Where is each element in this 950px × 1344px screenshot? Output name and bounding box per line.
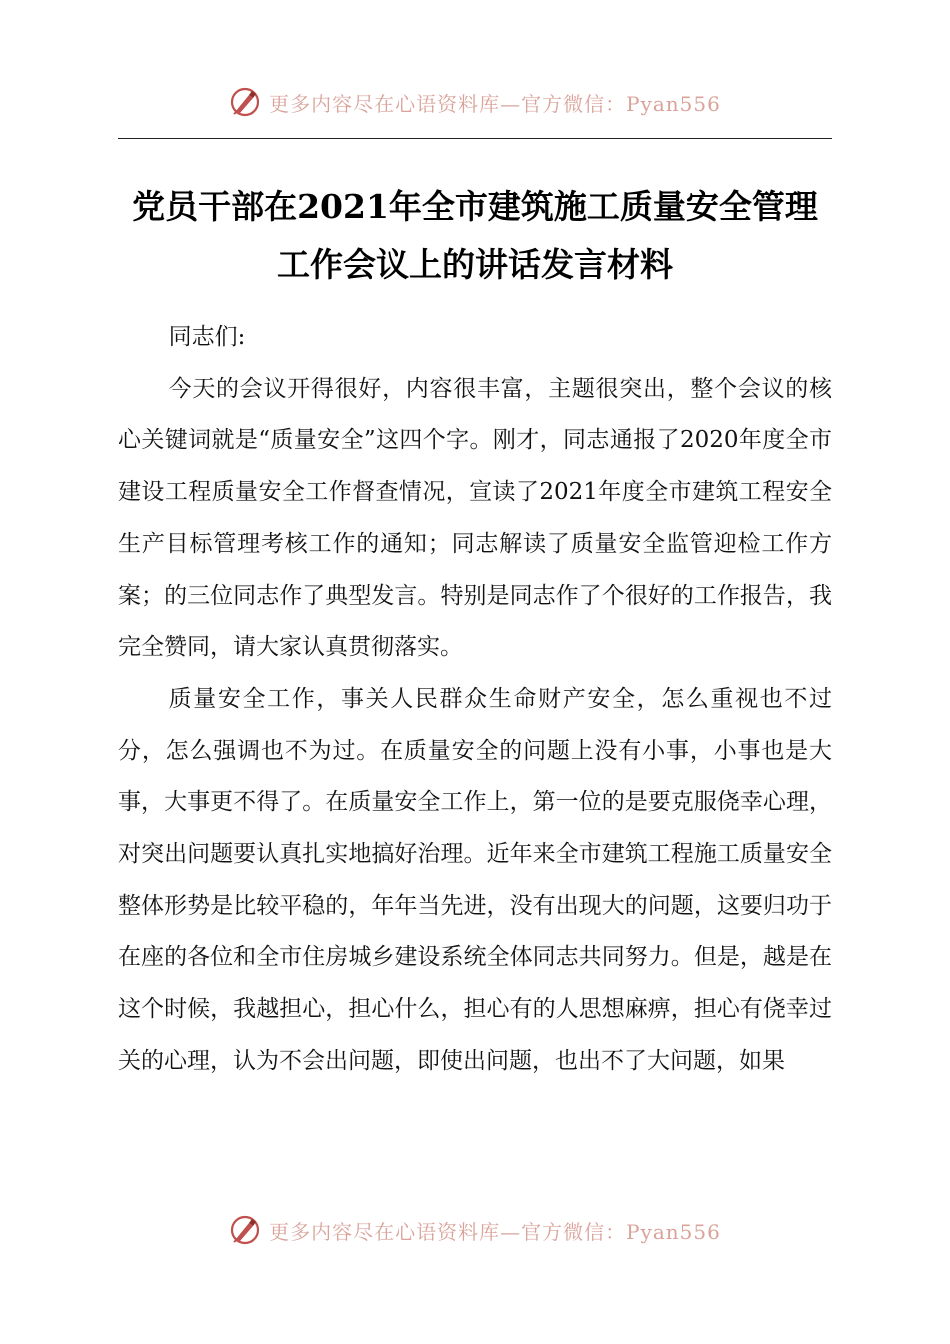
banner-text: 更多内容尽在心语资料库—官方微信：Pyan556 xyxy=(269,1219,721,1244)
paragraph: 今天的会议开得很好，内容很丰富，主题很突出，整个会议的核心关键词就是“质量安全”这四个字。刚才，同志通报了2020年度全市建设工程质量安全工作督查情况，宣读了2021年度全市建筑工程安全生产目标管理考核工作的通知；同志解读了质量安全监管迎检工作方案；的三位同志作了典型发言。特别是同志作了个很好的工作报告，我完全赞同，请大家认真贯彻落实。 xyxy=(118,375,832,661)
paragraph: 质量安全工作，事关人民群众生命财产安全，怎么重视也不过分，怎么强调也不为过。在质量安全的问题上没有小事，小事也是大事，大事更不得了。在质量安全工作上，第一位的是要克服侥幸心理，对突出问题要认真扎实地搞好治理。近年来全市建筑工程施工质量安全整体形势是比较平稳的，年年当先进，没有出现大的问题，这要归功于在座的各位和全市住房城乡建设系统全体同志共同努力。但是，越是在这个时候，我越担心，担心什么，担心有的人思想麻痹，担心有侥幸过关的心理，认为不会出问题，即使出问题，也出不了大问题，如果 xyxy=(118,685,832,1074)
footer-banner xyxy=(0,1208,950,1252)
banner-text: 更多内容尽在心语资料库—官方微信：Pyan556 xyxy=(269,91,721,116)
salutation: 同志们: xyxy=(168,324,246,350)
pen-nib-logo-icon xyxy=(229,86,261,118)
document-body xyxy=(118,312,832,1088)
header-banner xyxy=(0,80,950,124)
document-title: 党员干部在2021年全市建筑施工质量安全管理工作会议上的讲话发言材料 xyxy=(132,187,818,284)
pen-nib-logo-icon xyxy=(229,1214,261,1246)
header-divider xyxy=(118,138,832,139)
